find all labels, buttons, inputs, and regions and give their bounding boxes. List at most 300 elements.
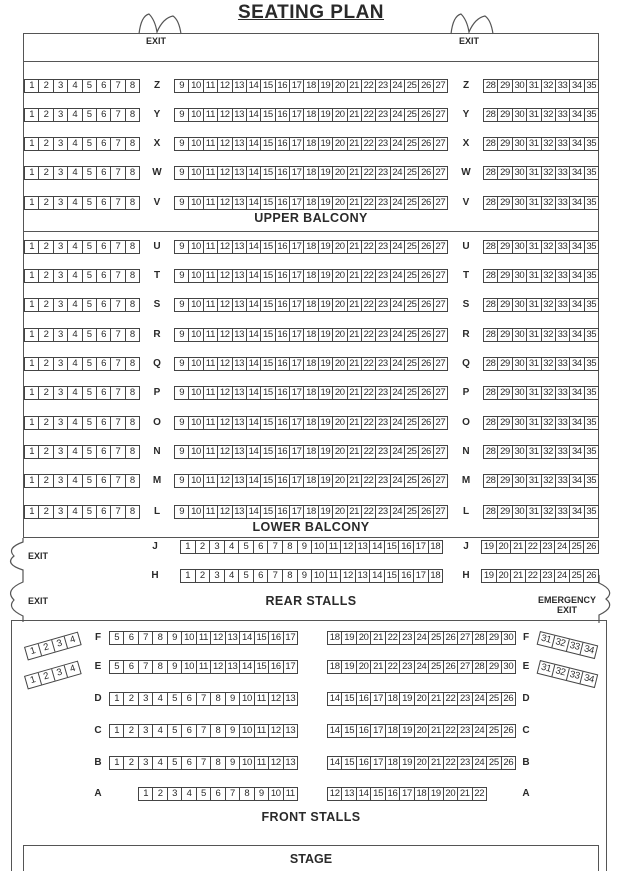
seat-X21[interactable]: 21 xyxy=(348,138,362,150)
seat-Z5[interactable]: 5 xyxy=(83,80,97,92)
seat-W33[interactable]: 33 xyxy=(556,167,570,179)
seat-W11[interactable]: 11 xyxy=(204,167,218,179)
seat-C18[interactable]: 18 xyxy=(386,725,400,737)
seat-J8[interactable]: 8 xyxy=(283,541,298,553)
seat-D12[interactable]: 12 xyxy=(269,693,283,705)
seat-X29[interactable]: 29 xyxy=(498,138,512,150)
seat-A13[interactable]: 13 xyxy=(342,788,356,800)
seat-Q16[interactable]: 16 xyxy=(276,358,290,370)
seat-F15[interactable]: 15 xyxy=(255,632,269,644)
seat-S6[interactable]: 6 xyxy=(97,299,111,311)
seat-A12[interactable]: 12 xyxy=(328,788,342,800)
seat-Y31[interactable]: 31 xyxy=(527,109,541,121)
seat-Q25[interactable]: 25 xyxy=(405,358,419,370)
seat-M16[interactable]: 16 xyxy=(276,475,290,487)
seat-H4[interactable]: 4 xyxy=(225,570,240,582)
seat-J21[interactable]: 21 xyxy=(511,541,526,553)
seat-E19[interactable]: 19 xyxy=(342,661,356,673)
seat-O8[interactable]: 8 xyxy=(129,417,135,428)
seat-Y16[interactable]: 16 xyxy=(276,109,290,121)
seat-Z4[interactable]: 4 xyxy=(68,80,82,92)
seat-E11[interactable]: 11 xyxy=(197,661,211,673)
seat-T14[interactable]: 14 xyxy=(247,270,261,282)
seat-Q10[interactable]: 10 xyxy=(189,358,203,370)
seat-P16[interactable]: 16 xyxy=(276,387,290,399)
seat-Q4[interactable]: 4 xyxy=(68,358,82,370)
seat-F12[interactable]: 12 xyxy=(211,632,225,644)
seat-J10[interactable]: 10 xyxy=(312,541,327,553)
seat-S12[interactable]: 12 xyxy=(218,299,232,311)
seat-F-side-right32[interactable]: 32 xyxy=(552,636,569,651)
seat-F29[interactable]: 29 xyxy=(487,632,501,644)
seat-Q22[interactable]: 22 xyxy=(362,358,376,370)
seat-P6[interactable]: 6 xyxy=(97,387,111,399)
seat-Z16[interactable]: 16 xyxy=(276,80,290,92)
seat-S15[interactable]: 15 xyxy=(261,299,275,311)
seat-H2[interactable]: 2 xyxy=(196,570,211,582)
seat-B17[interactable]: 17 xyxy=(371,757,385,769)
seat-W13[interactable]: 13 xyxy=(233,167,247,179)
seat-O6[interactable]: 6 xyxy=(97,417,111,429)
seat-D17[interactable]: 17 xyxy=(371,693,385,705)
seat-M2[interactable]: 2 xyxy=(39,475,53,487)
seat-Z11[interactable]: 11 xyxy=(204,80,218,92)
seat-T24[interactable]: 24 xyxy=(391,270,405,282)
seat-F-side-right33[interactable]: 33 xyxy=(566,639,583,654)
seat-Y12[interactable]: 12 xyxy=(218,109,232,121)
seat-C19[interactable]: 19 xyxy=(400,725,414,737)
seat-P28[interactable]: 28 xyxy=(484,387,498,399)
seat-P8[interactable]: 8 xyxy=(129,387,135,398)
seat-F13[interactable]: 13 xyxy=(226,632,240,644)
seat-L14[interactable]: 14 xyxy=(247,506,261,518)
seat-P26[interactable]: 26 xyxy=(419,387,433,399)
seat-L7[interactable]: 7 xyxy=(111,506,125,518)
seat-S28[interactable]: 28 xyxy=(484,299,498,311)
seat-C16[interactable]: 16 xyxy=(357,725,371,737)
seat-E-side-right34[interactable]: 34 xyxy=(582,672,596,686)
seat-W3[interactable]: 3 xyxy=(54,167,68,179)
seat-X19[interactable]: 19 xyxy=(319,138,333,150)
seat-V34[interactable]: 34 xyxy=(570,197,584,209)
seat-T4[interactable]: 4 xyxy=(68,270,82,282)
seat-R7[interactable]: 7 xyxy=(111,329,125,341)
seat-C25[interactable]: 25 xyxy=(487,725,501,737)
seat-M4[interactable]: 4 xyxy=(68,475,82,487)
seat-T18[interactable]: 18 xyxy=(304,270,318,282)
seat-Y5[interactable]: 5 xyxy=(83,109,97,121)
seat-Z8[interactable]: 8 xyxy=(129,80,135,91)
seat-W18[interactable]: 18 xyxy=(304,167,318,179)
seat-C17[interactable]: 17 xyxy=(371,725,385,737)
seat-W16[interactable]: 16 xyxy=(276,167,290,179)
seat-V18[interactable]: 18 xyxy=(304,197,318,209)
seat-U34[interactable]: 34 xyxy=(570,241,584,253)
seat-C6[interactable]: 6 xyxy=(182,725,196,737)
seat-J4[interactable]: 4 xyxy=(225,541,240,553)
seat-U16[interactable]: 16 xyxy=(276,241,290,253)
seat-P30[interactable]: 30 xyxy=(513,387,527,399)
seat-S25[interactable]: 25 xyxy=(405,299,419,311)
seat-C7[interactable]: 7 xyxy=(197,725,211,737)
seat-H21[interactable]: 21 xyxy=(511,570,526,582)
seat-W35[interactable]: 35 xyxy=(586,167,597,178)
seat-O20[interactable]: 20 xyxy=(333,417,347,429)
seat-D7[interactable]: 7 xyxy=(197,693,211,705)
seat-M10[interactable]: 10 xyxy=(189,475,203,487)
seat-C4[interactable]: 4 xyxy=(153,725,167,737)
seat-E23[interactable]: 23 xyxy=(400,661,414,673)
seat-P7[interactable]: 7 xyxy=(111,387,125,399)
seat-B9[interactable]: 9 xyxy=(226,757,240,769)
seat-A2[interactable]: 2 xyxy=(153,788,167,800)
seat-M28[interactable]: 28 xyxy=(484,475,498,487)
seat-B3[interactable]: 3 xyxy=(139,757,153,769)
seat-F23[interactable]: 23 xyxy=(400,632,414,644)
seat-H25[interactable]: 25 xyxy=(570,570,585,582)
seat-J25[interactable]: 25 xyxy=(570,541,585,553)
seat-Y4[interactable]: 4 xyxy=(68,109,82,121)
seat-F21[interactable]: 21 xyxy=(371,632,385,644)
seat-V20[interactable]: 20 xyxy=(333,197,347,209)
seat-V15[interactable]: 15 xyxy=(261,197,275,209)
seat-U18[interactable]: 18 xyxy=(304,241,318,253)
seat-L10[interactable]: 10 xyxy=(189,506,203,518)
seat-R25[interactable]: 25 xyxy=(405,329,419,341)
seat-Q3[interactable]: 3 xyxy=(54,358,68,370)
seat-N35[interactable]: 35 xyxy=(586,446,597,457)
seat-Y13[interactable]: 13 xyxy=(233,109,247,121)
seat-R30[interactable]: 30 xyxy=(513,329,527,341)
seat-W7[interactable]: 7 xyxy=(111,167,125,179)
seat-X27[interactable]: 27 xyxy=(435,138,446,149)
seat-E10[interactable]: 10 xyxy=(182,661,196,673)
seat-Q5[interactable]: 5 xyxy=(83,358,97,370)
seat-X18[interactable]: 18 xyxy=(304,138,318,150)
seat-Y19[interactable]: 19 xyxy=(319,109,333,121)
seat-U5[interactable]: 5 xyxy=(83,241,97,253)
seat-J15[interactable]: 15 xyxy=(385,541,400,553)
seat-E9[interactable]: 9 xyxy=(168,661,182,673)
seat-D19[interactable]: 19 xyxy=(400,693,414,705)
seat-Z2[interactable]: 2 xyxy=(39,80,53,92)
seat-M20[interactable]: 20 xyxy=(333,475,347,487)
seat-S23[interactable]: 23 xyxy=(376,299,390,311)
seat-U7[interactable]: 7 xyxy=(111,241,125,253)
seat-D5[interactable]: 5 xyxy=(168,693,182,705)
seat-Z3[interactable]: 3 xyxy=(54,80,68,92)
seat-X26[interactable]: 26 xyxy=(419,138,433,150)
seat-C2[interactable]: 2 xyxy=(124,725,138,737)
seat-O4[interactable]: 4 xyxy=(68,417,82,429)
seat-A4[interactable]: 4 xyxy=(182,788,196,800)
seat-Q7[interactable]: 7 xyxy=(111,358,125,370)
seat-X4[interactable]: 4 xyxy=(68,138,82,150)
seat-X32[interactable]: 32 xyxy=(542,138,556,150)
seat-O23[interactable]: 23 xyxy=(376,417,390,429)
seat-A8[interactable]: 8 xyxy=(240,788,254,800)
seat-Y17[interactable]: 17 xyxy=(290,109,304,121)
seat-M8[interactable]: 8 xyxy=(129,475,135,486)
seat-P10[interactable]: 10 xyxy=(189,387,203,399)
seat-N5[interactable]: 5 xyxy=(83,446,97,458)
seat-A16[interactable]: 16 xyxy=(386,788,400,800)
seat-E29[interactable]: 29 xyxy=(487,661,501,673)
seat-Y23[interactable]: 23 xyxy=(376,109,390,121)
seat-V8[interactable]: 8 xyxy=(129,197,135,208)
seat-E-side-left3[interactable]: 3 xyxy=(52,665,69,680)
seat-Y1[interactable]: 1 xyxy=(25,109,39,121)
seat-Q19[interactable]: 19 xyxy=(319,358,333,370)
seat-N29[interactable]: 29 xyxy=(498,446,512,458)
seat-Q12[interactable]: 12 xyxy=(218,358,232,370)
seat-O29[interactable]: 29 xyxy=(498,417,512,429)
seat-L9[interactable]: 9 xyxy=(175,506,189,518)
seat-D25[interactable]: 25 xyxy=(487,693,501,705)
seat-O16[interactable]: 16 xyxy=(276,417,290,429)
seat-L3[interactable]: 3 xyxy=(54,506,68,518)
seat-C23[interactable]: 23 xyxy=(458,725,472,737)
seat-R19[interactable]: 19 xyxy=(319,329,333,341)
seat-D6[interactable]: 6 xyxy=(182,693,196,705)
seat-O17[interactable]: 17 xyxy=(290,417,304,429)
seat-J19[interactable]: 19 xyxy=(482,541,497,553)
seat-R2[interactable]: 2 xyxy=(39,329,53,341)
seat-W32[interactable]: 32 xyxy=(542,167,556,179)
seat-R24[interactable]: 24 xyxy=(391,329,405,341)
seat-Y25[interactable]: 25 xyxy=(405,109,419,121)
seat-S29[interactable]: 29 xyxy=(498,299,512,311)
seat-W24[interactable]: 24 xyxy=(391,167,405,179)
seat-V23[interactable]: 23 xyxy=(376,197,390,209)
seat-L25[interactable]: 25 xyxy=(405,506,419,518)
seat-O25[interactable]: 25 xyxy=(405,417,419,429)
seat-Z20[interactable]: 20 xyxy=(333,80,347,92)
seat-X2[interactable]: 2 xyxy=(39,138,53,150)
seat-C13[interactable]: 13 xyxy=(285,725,296,736)
seat-C26[interactable]: 26 xyxy=(503,725,514,736)
seat-B5[interactable]: 5 xyxy=(168,757,182,769)
seat-P1[interactable]: 1 xyxy=(25,387,39,399)
seat-X17[interactable]: 17 xyxy=(290,138,304,150)
seat-X1[interactable]: 1 xyxy=(25,138,39,150)
seat-M18[interactable]: 18 xyxy=(304,475,318,487)
seat-M15[interactable]: 15 xyxy=(261,475,275,487)
seat-Y2[interactable]: 2 xyxy=(39,109,53,121)
seat-P20[interactable]: 20 xyxy=(333,387,347,399)
seat-P21[interactable]: 21 xyxy=(348,387,362,399)
seat-Q9[interactable]: 9 xyxy=(175,358,189,370)
seat-N20[interactable]: 20 xyxy=(333,446,347,458)
seat-S2[interactable]: 2 xyxy=(39,299,53,311)
seat-S35[interactable]: 35 xyxy=(586,299,597,310)
seat-Z12[interactable]: 12 xyxy=(218,80,232,92)
seat-O19[interactable]: 19 xyxy=(319,417,333,429)
seat-Q8[interactable]: 8 xyxy=(129,358,135,369)
seat-F-side-right34[interactable]: 34 xyxy=(582,643,596,657)
seat-U6[interactable]: 6 xyxy=(97,241,111,253)
seat-T12[interactable]: 12 xyxy=(218,270,232,282)
seat-L15[interactable]: 15 xyxy=(261,506,275,518)
seat-P34[interactable]: 34 xyxy=(570,387,584,399)
seat-E12[interactable]: 12 xyxy=(211,661,225,673)
seat-P9[interactable]: 9 xyxy=(175,387,189,399)
seat-J5[interactable]: 5 xyxy=(239,541,254,553)
seat-Q14[interactable]: 14 xyxy=(247,358,261,370)
seat-O15[interactable]: 15 xyxy=(261,417,275,429)
seat-L35[interactable]: 35 xyxy=(586,506,597,517)
seat-T21[interactable]: 21 xyxy=(348,270,362,282)
seat-J7[interactable]: 7 xyxy=(268,541,283,553)
seat-W4[interactable]: 4 xyxy=(68,167,82,179)
seat-X20[interactable]: 20 xyxy=(333,138,347,150)
seat-W30[interactable]: 30 xyxy=(513,167,527,179)
seat-W21[interactable]: 21 xyxy=(348,167,362,179)
seat-N3[interactable]: 3 xyxy=(54,446,68,458)
seat-Y30[interactable]: 30 xyxy=(513,109,527,121)
seat-O5[interactable]: 5 xyxy=(83,417,97,429)
seat-M3[interactable]: 3 xyxy=(54,475,68,487)
seat-L28[interactable]: 28 xyxy=(484,506,498,518)
seat-L17[interactable]: 17 xyxy=(290,506,304,518)
seat-Q33[interactable]: 33 xyxy=(556,358,570,370)
seat-N15[interactable]: 15 xyxy=(261,446,275,458)
seat-D2[interactable]: 2 xyxy=(124,693,138,705)
seat-S16[interactable]: 16 xyxy=(276,299,290,311)
seat-T1[interactable]: 1 xyxy=(25,270,39,282)
seat-E21[interactable]: 21 xyxy=(371,661,385,673)
seat-W12[interactable]: 12 xyxy=(218,167,232,179)
seat-Q1[interactable]: 1 xyxy=(25,358,39,370)
seat-Z21[interactable]: 21 xyxy=(348,80,362,92)
seat-H15[interactable]: 15 xyxy=(385,570,400,582)
seat-Z34[interactable]: 34 xyxy=(570,80,584,92)
seat-F-side-left4[interactable]: 4 xyxy=(68,633,77,646)
seat-S3[interactable]: 3 xyxy=(54,299,68,311)
seat-R22[interactable]: 22 xyxy=(362,329,376,341)
seat-A10[interactable]: 10 xyxy=(269,788,283,800)
seat-M27[interactable]: 27 xyxy=(435,475,446,486)
seat-N28[interactable]: 28 xyxy=(484,446,498,458)
seat-H16[interactable]: 16 xyxy=(399,570,414,582)
seat-H11[interactable]: 11 xyxy=(327,570,342,582)
seat-O12[interactable]: 12 xyxy=(218,417,232,429)
seat-E-side-right32[interactable]: 32 xyxy=(552,665,569,680)
seat-R6[interactable]: 6 xyxy=(97,329,111,341)
seat-Q35[interactable]: 35 xyxy=(586,358,597,369)
seat-R32[interactable]: 32 xyxy=(542,329,556,341)
seat-U33[interactable]: 33 xyxy=(556,241,570,253)
seat-E5[interactable]: 5 xyxy=(110,661,124,673)
seat-M14[interactable]: 14 xyxy=(247,475,261,487)
seat-Z19[interactable]: 19 xyxy=(319,80,333,92)
seat-U30[interactable]: 30 xyxy=(513,241,527,253)
seat-X24[interactable]: 24 xyxy=(391,138,405,150)
seat-S18[interactable]: 18 xyxy=(304,299,318,311)
seat-R8[interactable]: 8 xyxy=(129,329,135,340)
seat-E30[interactable]: 30 xyxy=(503,661,514,672)
seat-U11[interactable]: 11 xyxy=(204,241,218,253)
seat-M7[interactable]: 7 xyxy=(111,475,125,487)
seat-U4[interactable]: 4 xyxy=(68,241,82,253)
seat-T35[interactable]: 35 xyxy=(586,270,597,281)
seat-M6[interactable]: 6 xyxy=(97,475,111,487)
seat-P11[interactable]: 11 xyxy=(204,387,218,399)
seat-P12[interactable]: 12 xyxy=(218,387,232,399)
seat-T15[interactable]: 15 xyxy=(261,270,275,282)
seat-A3[interactable]: 3 xyxy=(168,788,182,800)
seat-M12[interactable]: 12 xyxy=(218,475,232,487)
seat-L24[interactable]: 24 xyxy=(391,506,405,518)
seat-M1[interactable]: 1 xyxy=(25,475,39,487)
seat-Z7[interactable]: 7 xyxy=(111,80,125,92)
seat-L1[interactable]: 1 xyxy=(25,506,39,518)
seat-E27[interactable]: 27 xyxy=(458,661,472,673)
seat-A11[interactable]: 11 xyxy=(285,788,295,799)
seat-Y14[interactable]: 14 xyxy=(247,109,261,121)
seat-M5[interactable]: 5 xyxy=(83,475,97,487)
seat-E26[interactable]: 26 xyxy=(444,661,458,673)
seat-D4[interactable]: 4 xyxy=(153,693,167,705)
seat-V21[interactable]: 21 xyxy=(348,197,362,209)
seat-N10[interactable]: 10 xyxy=(189,446,203,458)
seat-Y28[interactable]: 28 xyxy=(484,109,498,121)
seat-T5[interactable]: 5 xyxy=(83,270,97,282)
seat-R33[interactable]: 33 xyxy=(556,329,570,341)
seat-L19[interactable]: 19 xyxy=(319,506,333,518)
seat-L2[interactable]: 2 xyxy=(39,506,53,518)
seat-L16[interactable]: 16 xyxy=(276,506,290,518)
seat-S5[interactable]: 5 xyxy=(83,299,97,311)
seat-O22[interactable]: 22 xyxy=(362,417,376,429)
seat-F-side-left1[interactable]: 1 xyxy=(25,644,42,659)
seat-L18[interactable]: 18 xyxy=(304,506,318,518)
seat-D11[interactable]: 11 xyxy=(255,693,269,705)
seat-R27[interactable]: 27 xyxy=(435,329,446,340)
seat-Y6[interactable]: 6 xyxy=(97,109,111,121)
seat-Y27[interactable]: 27 xyxy=(435,109,446,120)
seat-O31[interactable]: 31 xyxy=(527,417,541,429)
seat-V5[interactable]: 5 xyxy=(83,197,97,209)
seat-O27[interactable]: 27 xyxy=(435,417,446,428)
seat-P19[interactable]: 19 xyxy=(319,387,333,399)
seat-T8[interactable]: 8 xyxy=(129,270,135,281)
seat-F-side-left3[interactable]: 3 xyxy=(52,636,69,651)
seat-N19[interactable]: 19 xyxy=(319,446,333,458)
seat-U14[interactable]: 14 xyxy=(247,241,261,253)
seat-O32[interactable]: 32 xyxy=(542,417,556,429)
seat-R13[interactable]: 13 xyxy=(233,329,247,341)
seat-L5[interactable]: 5 xyxy=(83,506,97,518)
seat-N13[interactable]: 13 xyxy=(233,446,247,458)
seat-Q6[interactable]: 6 xyxy=(97,358,111,370)
seat-W22[interactable]: 22 xyxy=(362,167,376,179)
seat-V32[interactable]: 32 xyxy=(542,197,556,209)
seat-S9[interactable]: 9 xyxy=(175,299,189,311)
seat-X22[interactable]: 22 xyxy=(362,138,376,150)
seat-U27[interactable]: 27 xyxy=(435,241,446,252)
seat-H7[interactable]: 7 xyxy=(268,570,283,582)
seat-S33[interactable]: 33 xyxy=(556,299,570,311)
seat-H6[interactable]: 6 xyxy=(254,570,269,582)
seat-P32[interactable]: 32 xyxy=(542,387,556,399)
seat-F7[interactable]: 7 xyxy=(139,632,153,644)
seat-O1[interactable]: 1 xyxy=(25,417,39,429)
seat-A15[interactable]: 15 xyxy=(371,788,385,800)
seat-T27[interactable]: 27 xyxy=(435,270,446,281)
seat-U26[interactable]: 26 xyxy=(419,241,433,253)
seat-E20[interactable]: 20 xyxy=(357,661,371,673)
